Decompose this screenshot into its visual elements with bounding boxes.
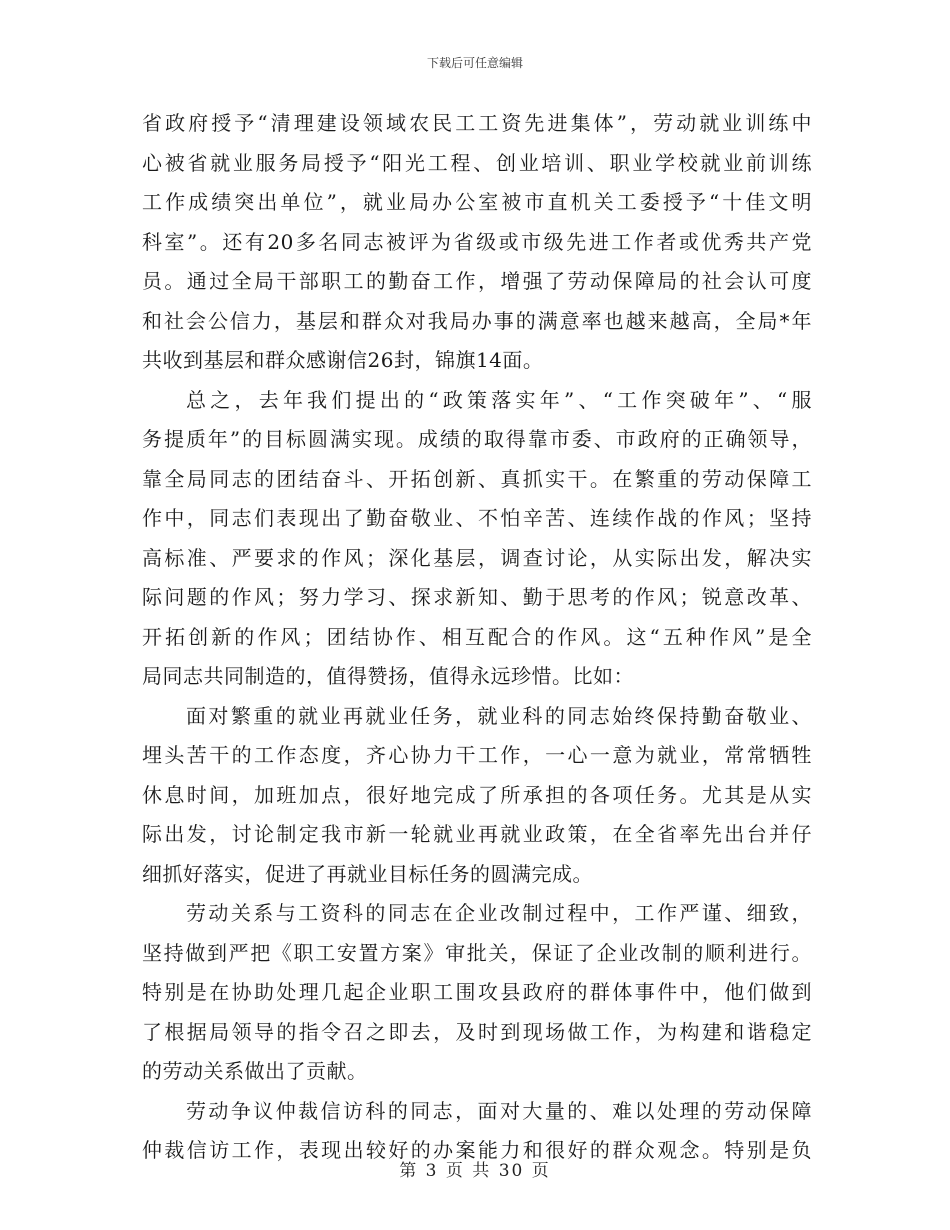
text-line: 高标准、严要求的作风；深化基层，调查讨论，从实际出发，解决实 — [142, 545, 812, 570]
text-line: 细抓好落实，促进了再就业目标任务的圆满完成。 — [142, 861, 593, 886]
text-line: 省政府授予“清理建设领域农民工工资先进集体”，劳动就业训练中 — [142, 111, 812, 135]
text-line: 工作成绩突出单位”，就业局办公室被市直机关工委授予“十佳文明 — [142, 190, 812, 214]
text-line: 开拓创新的作风；团结协作、相互配合的作风。这“五种作风”是全 — [142, 624, 812, 649]
text-line: 靠全局同志的团结奋斗、开拓创新、真抓实干。在繁重的劳动保障工 — [142, 466, 812, 491]
text-line: 埋头苦干的工作态度，齐心协力干工作，一心一意为就业，常常牺牲 — [142, 743, 812, 767]
text-line: 的劳动关系做出了贡献。 — [142, 1059, 368, 1083]
text-line: 心被省就业服务局授予“阳光工程、创业培训、职业学校就业前训练 — [142, 150, 812, 175]
text-line: 仲裁信访工作，表现出较好的办案能力和很好的群众观念。特别是负 — [142, 1138, 812, 1162]
text-line: 了根据局领导的指令召之即去，及时到现场做工作，为构建和谐稳定 — [142, 1019, 812, 1044]
paragraph-start-line: 总之，去年我们提出的“政策落实年”、“工作突破年”、“服 — [186, 387, 812, 412]
paragraph-start-line: 劳动争议仲裁信访科的同志，面对大量的、难以处理的劳动保障 — [186, 1098, 812, 1123]
text-line: 科室”。还有20多名同志被评为省级或市级先进工作者或优秀共产党 — [142, 229, 812, 254]
text-line: 局同志共同制造的，值得赞扬，值得永远珍惜。比如： — [142, 664, 634, 688]
document-body — [142, 104, 812, 1171]
page-number-footer: 第 3 页 共 30 页 — [399, 1161, 551, 1181]
text-line: 坚持做到严把《职工安置方案》审批关，保证了企业改制的顺利进行。 — [142, 940, 812, 965]
paragraph-start-line: 劳动关系与工资科的同志在企业改制过程中，工作严谨、细致， — [186, 901, 812, 925]
text-line: 作中，同志们表现出了勤奋敬业、不怕辛苦、连续作战的作风；坚持 — [142, 506, 812, 530]
text-line: 休息时间，加班加点，很好地完成了所承担的各项任务。尤其是从实 — [142, 782, 812, 807]
paragraph-start-line: 面对繁重的就业再就业任务，就业科的同志始终保持勤奋敬业、 — [186, 703, 812, 728]
text-line: 际出发，讨论制定我市新一轮就业再就业政策，在全省率先出台并仔 — [142, 822, 812, 846]
text-line: 共收到基层和群众感谢信26封，锦旗14面。 — [142, 348, 544, 372]
text-line: 际问题的作风；努力学习、探求新知、勤于思考的作风；锐意改革、 — [142, 585, 812, 609]
text-line: 特别是在协助处理几起企业职工围攻县政府的群体事件中，他们做到 — [142, 980, 812, 1004]
text-line: 员。通过全局干部职工的勤奋工作，增强了劳动保障局的社会认可度 — [142, 269, 812, 293]
text-line: 和社会公信力，基层和群众对我局办事的满意率也越来越高，全局*年 — [142, 308, 812, 333]
page-header: 下载后可任意编辑 — [426, 56, 523, 70]
text-line: 务提质年”的目标圆满实现。成绩的取得靠市委、市政府的正确领导， — [142, 427, 812, 451]
